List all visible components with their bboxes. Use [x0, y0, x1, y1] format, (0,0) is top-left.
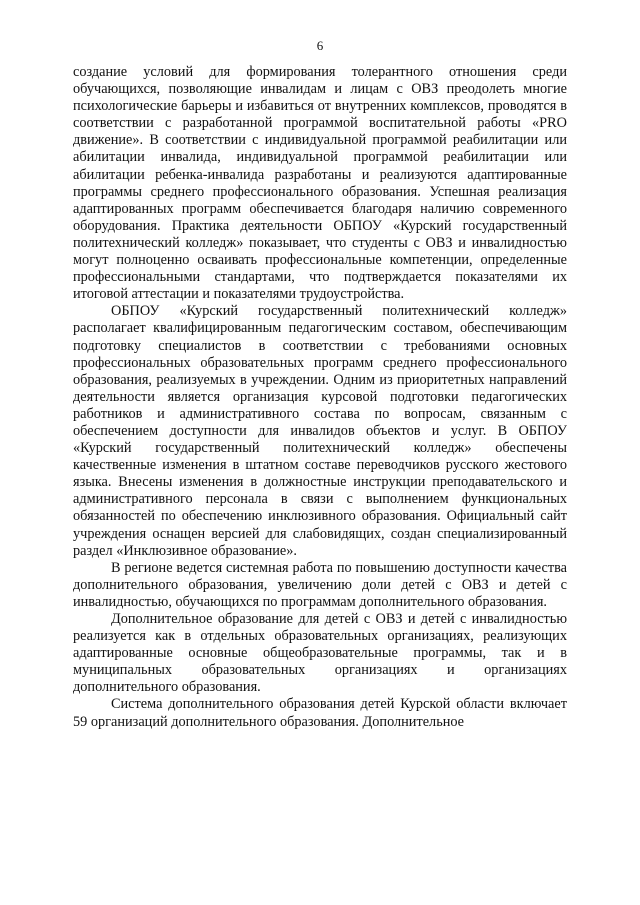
- page-number: 6: [316, 38, 324, 53]
- document-body: [73, 64, 567, 731]
- paragraph-system-organizations: Система дополнительного образования детей Курской области включает 59 организаций дополнительного образования. Дополнительное: [73, 696, 567, 730]
- paragraph-continuation: создание условий для формирования толерантного отношения среди обучающихся, позволяющие инвалидам и лицам с ОВЗ преодолеть многие психологические барьеры и избавиться от внутренних комплексов, проводятся в соответствии с разработанной программой воспитательной работы «PRO движение». В соответствии с индивидуальной программой реабилитации или абилитации инвалида, индивидуальной программой реабилитации или абилитации ребенка-инвалида разработаны и реализуются адаптированные программы среднего профессионального образования. Успешная реализация адаптированных программ обеспечивается благодаря наличию современного оборудования. Практика деятельности ОБПОУ «Курский государственный политехнический колледж» показывает, что студенты с ОВЗ и инвалидностью могут полноценно осваивать профессиональные компетенции, определенные профессиональными стандартами, что подтверждается показателями их итоговой аттестации и показателями трудоустройства.: [73, 64, 567, 303]
- paragraph-regional-work: В регионе ведется системная работа по повышению доступности качества дополнительного образования, увеличению доли детей с ОВЗ и детей с инвалидностью, обучающихся по программам дополнительного образования.: [73, 559, 567, 610]
- paragraph-additional-education: Дополнительное образование для детей с ОВЗ и детей с инвалидностью реализуется как в отдельных образовательных организациях, реализующих адаптированные основные общеобразовательные программы, так и в муниципальных образовательных организациях и организациях дополнительного образования.: [73, 611, 567, 696]
- paragraph-college-staff: ОБПОУ «Курский государственный политехнический колледж» располагает квалифицированным педагогическим составом, обеспечивающим подготовку специалистов в соответствии с требованиями основных профессиональных образовательных программ среднего профессионального образования, реализуемых в учреждении. Одним из приоритетных направлений деятельности является организация курсовой подготовки педагогических работников и административного состава по вопросам, связанным с обеспечением доступности для инвалидов объектов и услуг. В ОБПОУ «Курский государственный политехнический колледж» обеспечены качественные изменения в штатном составе переводчиков русского жестового языка. Внесены изменения в должностные инструкции преподавательского и административного персонала в связи с выполнением функциональных обязанностей по обеспечению инклюзивного образования. Официальный сайт учреждения оснащен версией для слабовидящих, создан специализированный раздел «Инклюзивное образование».: [73, 303, 567, 559]
